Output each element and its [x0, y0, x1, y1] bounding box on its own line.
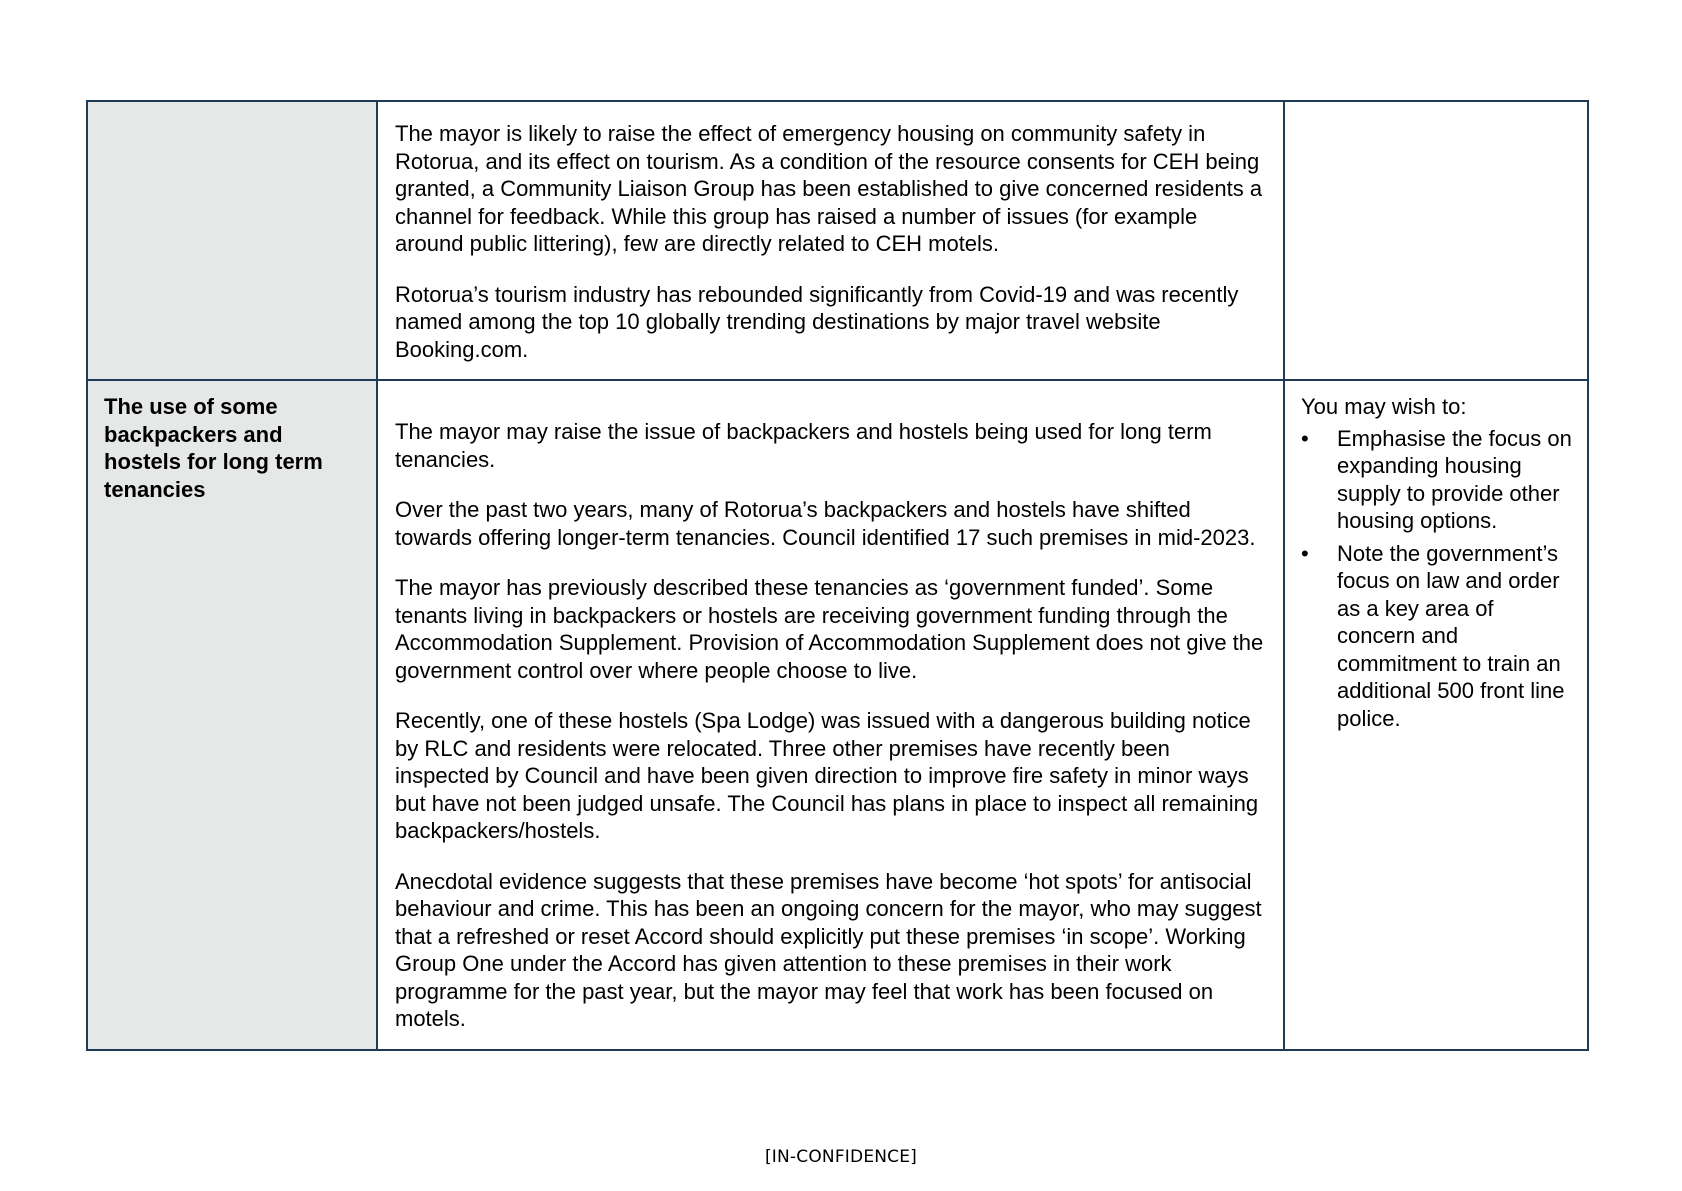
content-paragraph: Recently, one of these hostels (Spa Lodge) was issued with a dangerous building notice by RLC and residents were relocated. Three other premises have recently been inspected by Council and have been given direction to improve fire safety in minor ways but have not been judged unsafe. The Council has plans in place to inspect all remaining backpackers/hostels. — [395, 708, 1259, 843]
content-paragraph: Over the past two years, many of Rotorua’s backpackers and hostels have shifted towards offering longer-term tenancies. Council identified 17 such premises in mid-2023. — [395, 497, 1256, 550]
table-row — [87, 380, 1588, 1050]
action-cell — [1284, 380, 1588, 1050]
list-item — [1301, 540, 1573, 733]
table-row — [87, 101, 1588, 380]
classification-footer: [IN-CONFIDENCE] — [764, 1147, 918, 1167]
topic-cell — [87, 380, 377, 1050]
actions-lead: You may wish to: — [1301, 394, 1467, 419]
content-paragraph: Rotorua’s tourism industry has rebounded significantly from Covid-19 and was recently named among the top 10 globally trending destinations by major travel website Booking.com. — [395, 281, 1239, 362]
bullet-icon: • — [1301, 540, 1309, 566]
content-cell — [377, 380, 1284, 1050]
content-paragraph: The mayor has previously described these tenancies as ‘government funded’. Some tenants living in backpackers or hostels are receiving government funding through the Accommodation Supplement. Provision of Accommodation Supplement does not give the government control over where people choose to live. — [395, 575, 1264, 683]
content-paragraph: The mayor is likely to raise the effect of emergency housing on community safety in Rotorua, and its effect on tourism. As a condition of the resource consents for CEH being granted, a Community Liaison Group has been established to give concerned residents a channel for feedback. While this group has raised a number of issues (for example around public littering), few are directly related to CEH motels. — [395, 121, 1263, 256]
content-cell — [377, 101, 1284, 380]
action-cell — [1284, 101, 1588, 380]
bullet-icon: • — [1301, 425, 1309, 451]
briefing-table — [86, 100, 1589, 1051]
topic-heading: The use of some backpackers and hostels for long term tenancies — [104, 394, 323, 502]
actions-list — [1301, 425, 1573, 733]
content-paragraph: The mayor may raise the issue of backpackers and hostels being used for long term tenancies. — [395, 419, 1212, 472]
list-item — [1301, 425, 1573, 535]
content-paragraph: Anecdotal evidence suggests that these premises have become ‘hot spots’ for antisocial behaviour and crime. This has been an ongoing concern for the mayor, who may suggest that a refreshed or reset Accord should explicitly put these premises ‘in scope’. Working Group One under the Accord has given attention to these premises in their work programme for the past year, but the mayor may feel that work has been focused on motels. — [395, 868, 1262, 1031]
action-text: Emphasise the focus on expanding housing supply to provide other housing options. — [1337, 425, 1572, 533]
action-text: Note the government’s focus on law and order as a key area of concern and commitment to train an additional 500 front line police. — [1337, 540, 1565, 731]
topic-cell — [87, 101, 377, 380]
